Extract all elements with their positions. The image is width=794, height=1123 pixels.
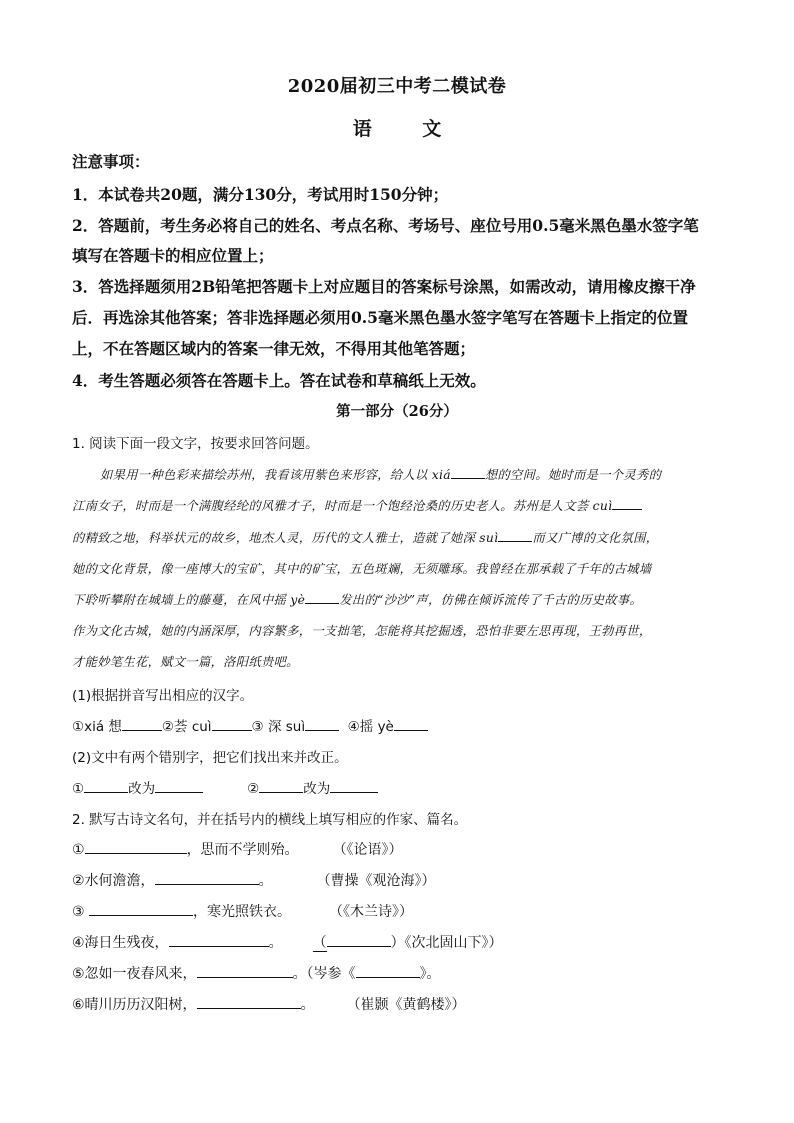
note-item-4: 4．考生答题必须答在答题卡上。答在试卷和草稿纸上无效。 (72, 371, 486, 390)
answer-blank[interactable] (612, 496, 642, 510)
note-item-2-line-1: 2．答题前，考生务必将自己的姓名、考点名称、考场号、座位号用0.5毫米黑色墨水签字笔 (72, 216, 699, 235)
item-label: ④摇 yè (347, 719, 394, 735)
passage-line-1 (100, 465, 661, 483)
passage-text: 的精致之地，科举状元的故乡，地杰人灵，历代的文人雅士，造就了她深 suì (72, 531, 499, 545)
item-label: ② (247, 781, 260, 797)
line-middle: 。 (258, 873, 273, 889)
passage-line-3 (72, 528, 658, 546)
answer-blank[interactable] (89, 902, 193, 916)
subject-title: 语 文 (352, 118, 464, 140)
line-middle: 。（岑参《 (292, 966, 356, 982)
question-2-line-3 (72, 901, 413, 921)
line-middle: ，寒光照铁衣。 (193, 904, 292, 920)
answer-blank[interactable] (305, 717, 339, 731)
answer-blank[interactable] (85, 840, 187, 854)
line-prefix: ③ (72, 904, 90, 920)
line-middle: 。 (300, 997, 315, 1013)
exam-title: 2020届初三中考二模试卷 (287, 76, 507, 97)
item-label: ① (72, 781, 85, 797)
question-2-line-4 (72, 932, 503, 952)
passage-text: 发出的“沙沙”声，仿佛在倾诉流传了千古的历史故事。 (339, 593, 643, 607)
passage-line-2 (72, 496, 642, 514)
answer-blank[interactable] (155, 871, 259, 885)
answer-blank[interactable] (155, 779, 203, 793)
answer-blank[interactable] (330, 779, 378, 793)
line-source: 》。 (419, 966, 441, 982)
answer-blank[interactable] (84, 779, 128, 793)
note-item-3-line-3: 上，不在答题区域内的答案一律无效，不得用其他笔答题； (72, 339, 476, 358)
passage-text: 如果用一种色彩来描绘苏州，我看该用紫色来形容，给人以 xiá (100, 468, 451, 482)
line-source: （《论语》） (332, 842, 403, 858)
question-2-stem: 2. 默写古诗文名句，并在括号内的横线上填写相应的作家、篇名。 (72, 812, 468, 828)
question-1-sub-2-items (72, 777, 378, 797)
answer-blank[interactable] (259, 779, 303, 793)
answer-blank[interactable] (197, 964, 293, 978)
question-2-line-5 (72, 963, 441, 983)
question-1-sub-1-items (72, 715, 428, 735)
answer-blank[interactable] (394, 717, 428, 731)
question-2-line-1 (72, 839, 403, 859)
passage-text: 江南女子，时而是一个满腹经纶的风雅才子，时而是一个饱经沧桑的历史老人。苏州是人文荟 cuì (72, 499, 613, 513)
answer-blank[interactable] (212, 717, 252, 731)
note-item-3-line-2: 后．再选涂其他答案；答非选择题必须用0.5毫米黑色墨水签字笔写在答题卡上指定的位置 (72, 308, 688, 327)
passage-text: 而又广博的文化氛围， (532, 531, 659, 545)
note-item-2-line-2: 填写在答题卡的相应位置上； (72, 246, 274, 265)
passage-text: 想的空间。她时而是一个灵秀的 (484, 468, 662, 482)
passage-text: 下聆听攀附在城墙上的藤蔓，在风中摇 yè (72, 593, 306, 607)
line-middle: 。 (268, 935, 283, 951)
line-source: ）《次北固山下》） (390, 935, 503, 951)
line-prefix: ⑥晴川历历汉阳树， (72, 997, 197, 1013)
notes-heading: 注意事项： (72, 152, 150, 171)
question-1-stem: 1. 阅读下面一段文字，按要求回答问题。 (72, 436, 319, 452)
line-prefix: ⑤忽如一夜春风来， (72, 966, 197, 982)
title-blank[interactable] (356, 964, 420, 978)
author-blank-open: （ (312, 935, 327, 951)
question-1-sub-2: (2)文中有两个错别字，把它们找出来并改正。 (72, 750, 348, 766)
item-label: 改为 (303, 781, 331, 797)
answer-blank[interactable] (451, 465, 485, 479)
section-heading: 第一部分（26分） (336, 403, 458, 420)
question-2-line-2 (72, 870, 436, 890)
item-label: ②荟 cuì (161, 719, 212, 735)
item-label: ①xiá 想 (72, 719, 122, 735)
question-1-sub-1: (1)根据拼音写出相应的汉字。 (72, 688, 254, 704)
line-prefix: ① (72, 842, 85, 858)
note-item-1: 1．本试卷共20题，满分130分，考试用时150分钟； (72, 185, 449, 204)
note-item-3-line-1: 3．答选择题须用2B铅笔把答题卡上对应题目的答案标号涂黑，如需改动，请用橡皮擦干净 (72, 277, 696, 296)
item-label: 改为 (128, 781, 156, 797)
line-prefix: ②水何澹澹， (72, 873, 155, 889)
line-source: （崔颢《黄鹤楼》） (346, 997, 466, 1013)
passage-line-6: 作为文化古城，她的内涵深厚，内容繁多，一支拙笔，怎能将其挖掘透，恐怕非要左思再现，王勃再世， (72, 624, 652, 638)
line-prefix: ④海日生残夜， (72, 935, 169, 951)
passage-line-4: 她的文化背景，像一座博大的宝矿，其中的矿宝，五色斑斓，无须雕琢。我曾经在那承载了千年的古城墙 (72, 562, 652, 576)
author-blank[interactable] (327, 933, 391, 947)
answer-blank[interactable] (122, 717, 162, 731)
answer-blank[interactable] (169, 933, 269, 947)
line-source: （《木兰诗》） (329, 904, 414, 920)
question-2-line-6 (72, 994, 466, 1014)
answer-blank[interactable] (498, 528, 532, 542)
passage-line-7: 才能妙笔生花，赋文一篇，洛阳纸贵吧。 (72, 655, 299, 669)
passage-line-5 (72, 590, 642, 608)
line-middle: ，思而不学则殆。 (186, 842, 299, 858)
item-label: ③ 深 suì (251, 719, 306, 735)
answer-blank[interactable] (197, 995, 301, 1009)
answer-blank[interactable] (305, 590, 339, 604)
line-source: （曹操《观沧海》） (316, 873, 436, 889)
